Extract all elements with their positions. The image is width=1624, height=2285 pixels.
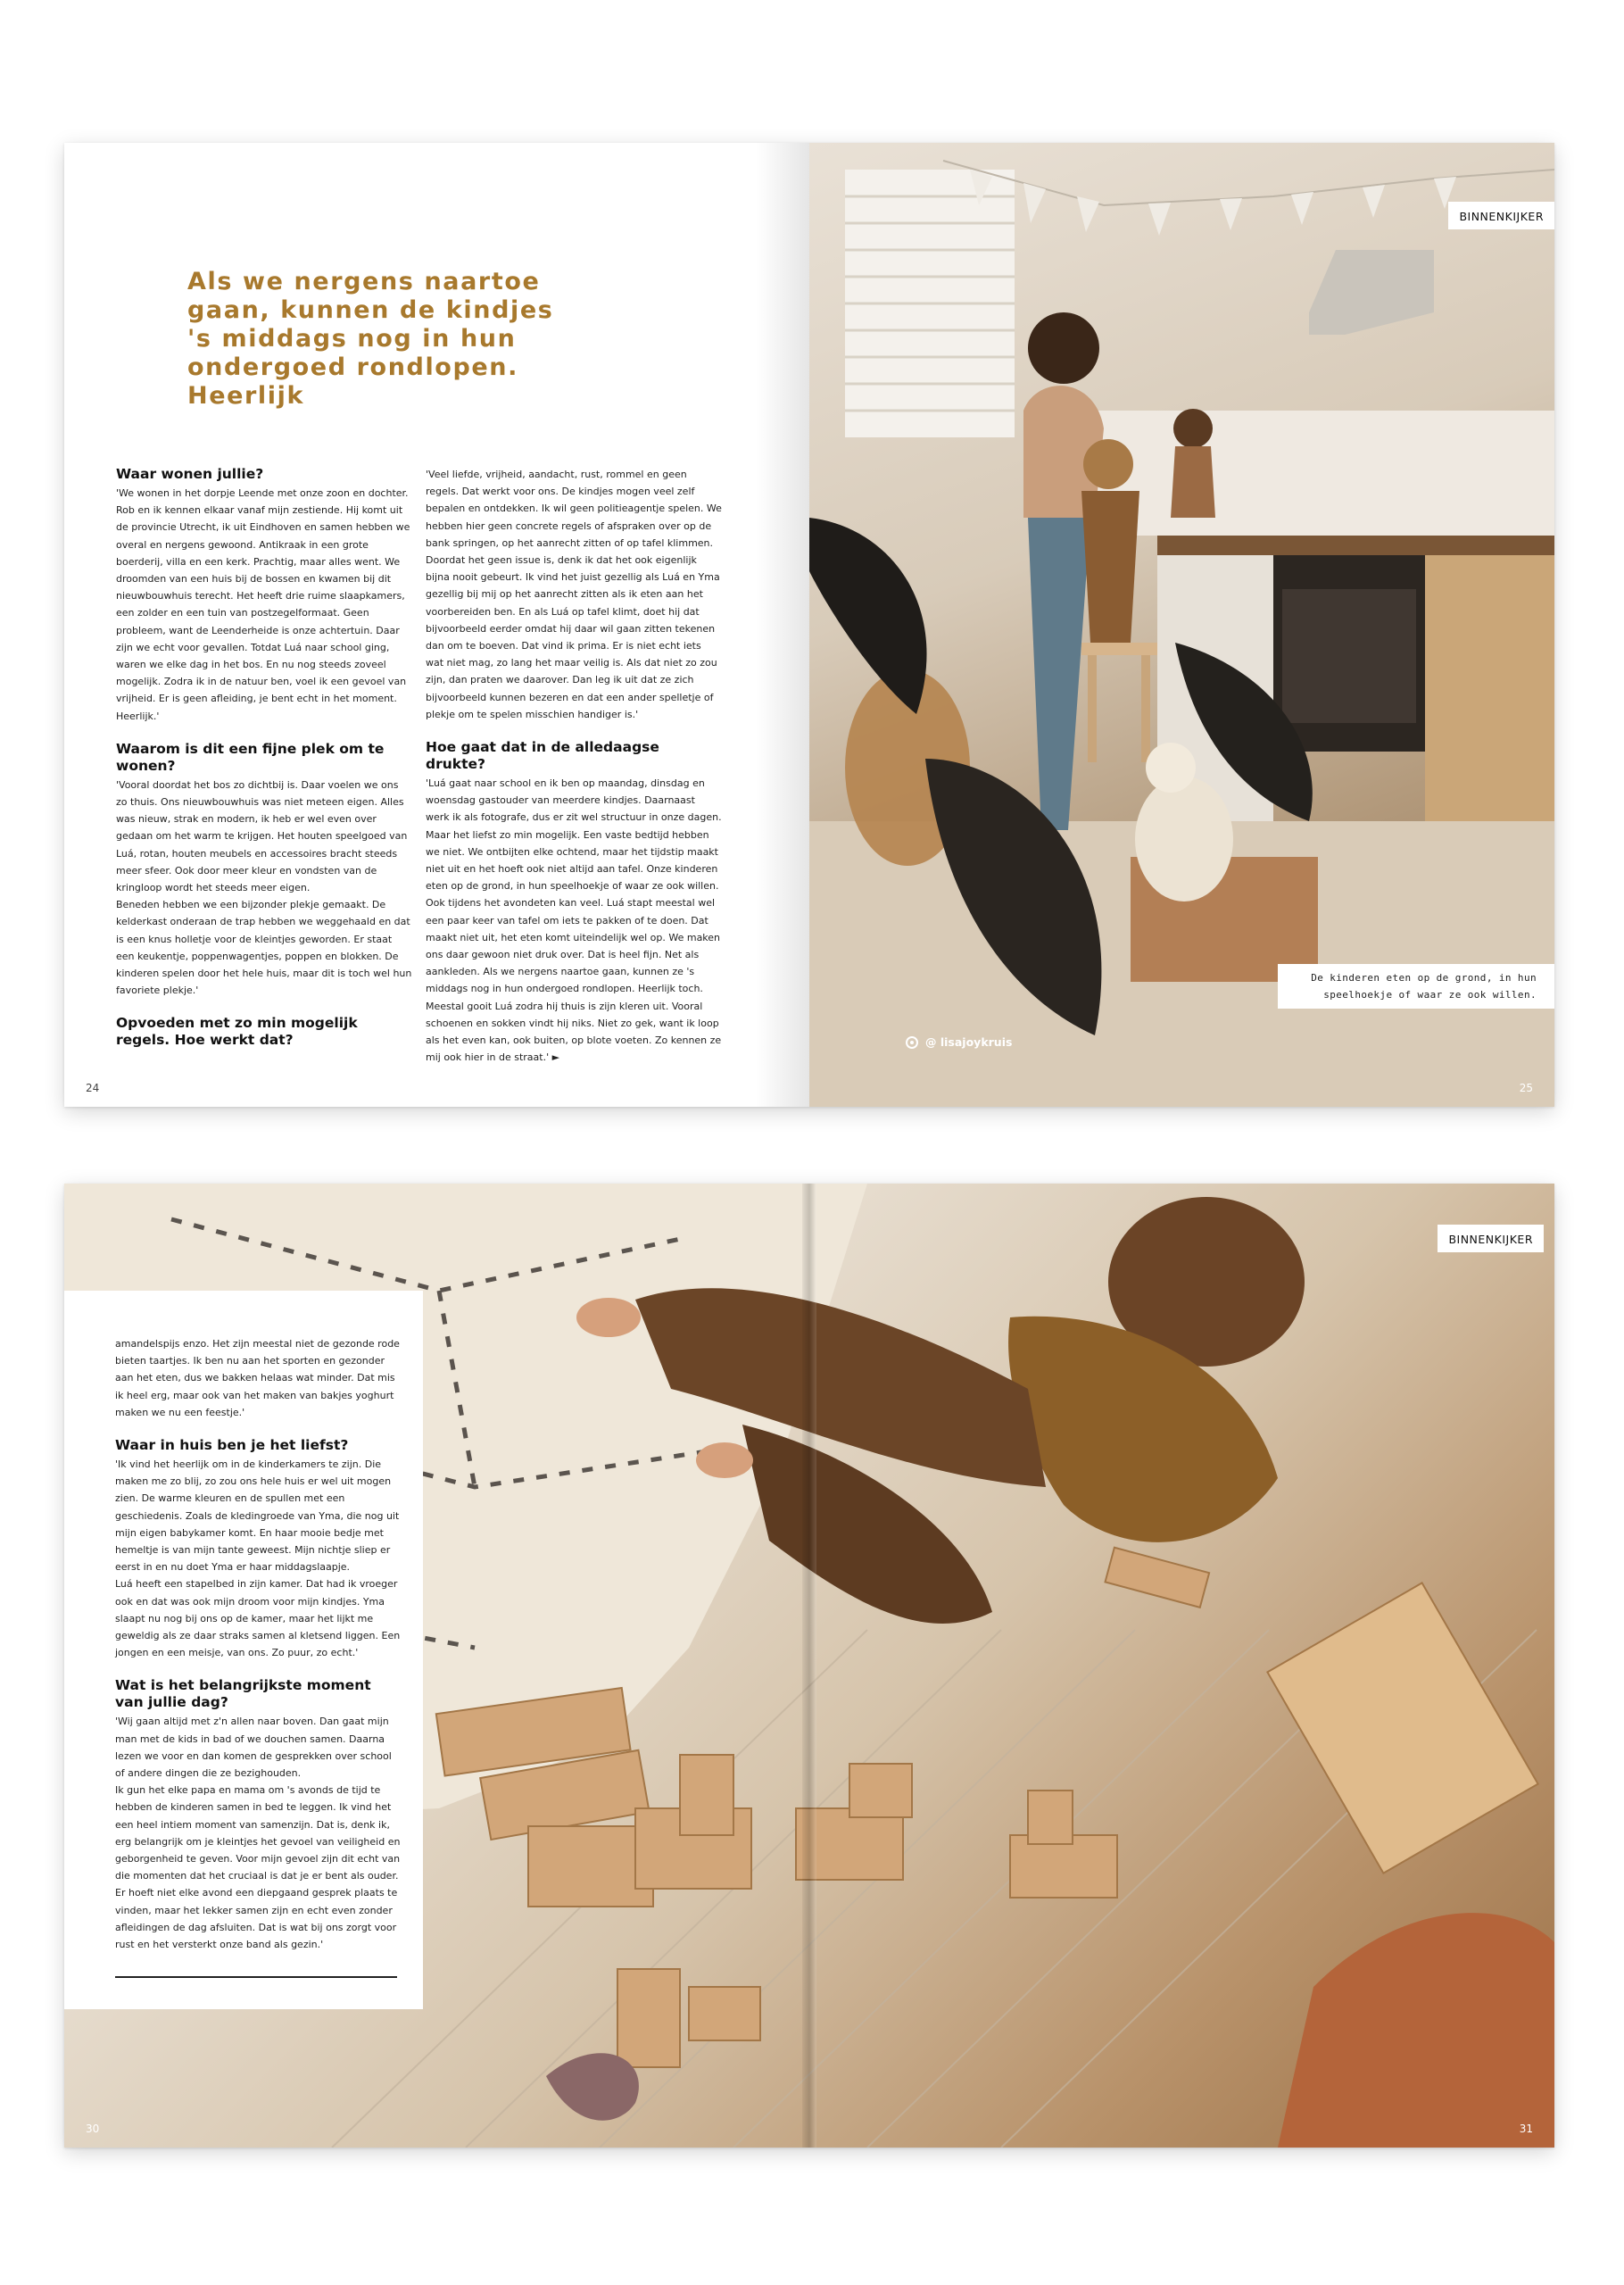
question-heading: Hoe gaat dat in de alledaagse drukte?: [426, 739, 659, 773]
answer-text: 'Ik vind het heerlijk om in de kinderkamers te zijn. Die maken me zo blij, zo zou ons hele huis er wel uit mogen zien. De warme kleuren en de spullen met een geschiedenis. Zoals de kledingroede van Yma, die nog uit mijn eigen babykamer komt. En haar mooie bedje met hemeltje is van mijn tante geweest. Mijn nichtje sliep er eerst in en nu doet Yma er haar middagslaapje. Luá heeft een stapelbed in zijn kamer. Dat had ik vroeger ook en dat was ook mijn droom voor mijn kindjes. Yma slaapt nu nog bij ons op de kamer, maar het lijkt me geweldig als ze daar straks samen al kletsend liggen. Een jongen en een meisje, van ons. Zo puur, zo echt.': [115, 1458, 401, 1659]
section-tag: BINNENKIJKER: [1438, 1225, 1544, 1252]
answer-text: 'Wij gaan altijd met z'n allen naar boven. Dan gaat mijn man met de kids in bad of we douchen samen. Daarna lezen we voor en dan komen de gesprekken over school of andere dingen die ze bezighouden. Ik gun het elke papa en mama om 's avonds de tijd te hebben de kinderen samen in bed te leggen. Ik vind het een heel intiem moment van samenzijn. Dat is, denk ik, erg belangrijk om je kleintjes het gevoel van veiligheid en geborgenheid te geven. Voor mijn gevoel zijn dit echt van die momenten dat het cruciaal is dat je er bent als ouder. Er hoeft niet elke avond een diepgaand gesprek plaats te vinden, maar het lekker samen zijn en echt even zonder afleidingen de dag afsluiten. Dat is wat bij ons zorgt voor rust en het versterkt onze band als gezin.': [115, 1716, 401, 1951]
text-column-left: [116, 466, 412, 1051]
gutter-shadow: [756, 143, 809, 1107]
answer-text: 'Vooral doordat het bos zo dichtbij is. Daar voelen we ons zo thuis. Ons nieuwbouwhuis was niet meteen eigen. Alles was nieuw, strak en modern, ik heb er wel even over gedaan om het warm te krijgen. Het houten speelgoed van Luá, rotan, houten meubels en accessoires bracht steeds meer sfeer. Ook door meer kleur en vondsten van de kringloop wordt het steeds meer eigen. Beneden hebben we een bijzonder plekje gemaakt. De kelderkast onderaan de trap hebben we weggehaald en dat is een knus holletje voor de kleintjes geworden. Er staat een keukentje, poppenwagentjes, poppen en blokken. De kinderen spelen door het hele huis, maar dit is toch wel hun favoriete plekje.': [116, 778, 412, 997]
pull-quote: Als we nergens naartoe gaan, kunnen de kindjes 's middags nog in hun ondergoed rondlopen. Heerlijk: [187, 268, 554, 410]
question-heading: Wat is het belangrijkste moment van jullie dag?: [115, 1677, 371, 1711]
answer-text: 'Veel liefde, vrijheid, aandacht, rust, rommel en geen regels. Dat werkt voor ons. De kindjes mogen veel zelf bepalen en ontdekken. Ik wil geen politieagentje spelen. We hebben hier geen concrete regels of afspraken over op de bank springen, op het aanrecht zitten of op tafel klimmen. Doordat het geen issue is, denk ik dat het ook eigenlijk bijna nooit gebeurt. Ik vind het juist gezellig als Luá en Yma gezellig bij mij op het aanrecht zitten als ik eten aan het voorbereiden ben. En als Luá op tafel klimt, doet hij dat bijvoorbeeld eerder omdat hij daar wil gaan zitten tekenen dan om te boeven. Dat vind ik prima. Er is niet echt iets wat niet mag, zo lang het maar veilig is. Als dat niet zo zou zijn, dan praten we daarover. Dan leg ik uit dat ze zich bijvoorbeeld kunnen bezeren en dat een ander spelletje of plekje om te spelen misschien handiger is.': [426, 469, 722, 720]
handle-text: @ lisajoykruis: [925, 1035, 1013, 1049]
page-number: 31: [1519, 2123, 1533, 2135]
center-fold: [802, 1184, 816, 2148]
page-number: 25: [1519, 1082, 1533, 1094]
instagram-handle: [906, 1035, 1012, 1049]
photo-caption: De kinderen eten op de grond, in hun speelhoekje of waar ze ook willen.: [1278, 964, 1554, 1009]
text-column: [115, 1335, 401, 1969]
instagram-icon: [906, 1036, 918, 1049]
closing-rule: [115, 1976, 397, 1978]
answer-text: 'We wonen in het dorpje Leende met onze zoon en dochter. Rob en ik kennen elkaar vanaf mijn zestiende. Hij komt uit de provincie Utrecht, ik uit Eindhoven en samen hebben we overal en nergens gewoond. Antikraak in een grote boerderij, villa en een kerk. Prachtig, maar alles went. We droomden van een huis bij de bossen en kwamen bij dit nieuwbouwhuis terecht. Het heeft drie ruime slaapkamers, een zolder en een tuin van postzegelformaat. Geen probleem, want de Leenderheide is onze achtertuin. Daar zijn we echt voor gevallen. Totdat Luá naar school ging, waren we elke dag in het bos. En nu nog steeds zoveel mogelijk. Zodra ik in de natuur ben, voel ik een gevoel van vrijheid. Er is geen afleiding, je bent echt in het moment. Heerlijk.': [116, 487, 410, 722]
question-heading: Opvoeden met zo min mogelijk regels. Hoe werkt dat?: [116, 1015, 358, 1049]
question-heading: Waarom is dit een fijne plek om te wonen?: [116, 740, 385, 774]
question-heading: Waar wonen jullie?: [116, 466, 264, 482]
answer-text: 'Luá gaat naar school en ik ben op maandag, dinsdag en woensdag gastouder van meerdere kindjes. Daarnaast werk ik als fotografe, dus er zit wel structuur in onze dagen. Maar het liefst zo min mogelijk. Een vaste bedtijd hebben we niet. We ontbijten elke ochtend, maar het tijdstip maakt niet uit en het hoeft ook niet altijd aan tafel. Onze kinderen eten op de grond, in hun speelhoekje of waar ze ook willen. Ook tijdens het avondeten kan veel. Luá stapt meestal wel een paar keer van tafel om iets te pakken of te doen. Dat maakt niet uit, het eten komt uiteindelijk wel op. We maken ons daar gewoon niet druk over. Dat is heel fijn. Net als aankleden. Als we nergens naartoe gaan, kunnen ze 's middags nog in hun ondergoed rondlopen. Heerlijk toch. Meestal gooit Luá zodra hij thuis is zijn kleren uit. Vooral schoenen en sokken vindt hij niks. Niet zo gek, want ik loop als het even kan, ook buiten, op blote voeten. Zo kennen ze mij ook hier in de straat.' ►: [426, 777, 722, 1064]
section-tag: BINNENKIJKER: [1448, 202, 1554, 229]
answer-text: amandelspijs enzo. Het zijn meestal niet de gezonde rode bieten taartjes. Ik ben nu aan het sporten en gezonder aan het eten, dus we bakken helaas wat minder. Dat mis ik heel erg, maar ook van het maken van bakjes yoghurt maken we nu een feestje.': [115, 1338, 400, 1418]
page-number: 24: [86, 1082, 100, 1094]
magazine-spread-2: [64, 1184, 1554, 2148]
magazine-spread-1: [64, 143, 1554, 1107]
question-heading: Waar in huis ben je het liefst?: [115, 1437, 349, 1454]
photo-page-kitchen: [809, 143, 1554, 1107]
kitchen-photo-illustration: [809, 143, 1554, 1107]
page-left: [64, 143, 809, 1107]
text-panel: [64, 1291, 423, 2009]
text-column-right: [426, 466, 722, 1083]
page-number: 30: [86, 2123, 100, 2135]
